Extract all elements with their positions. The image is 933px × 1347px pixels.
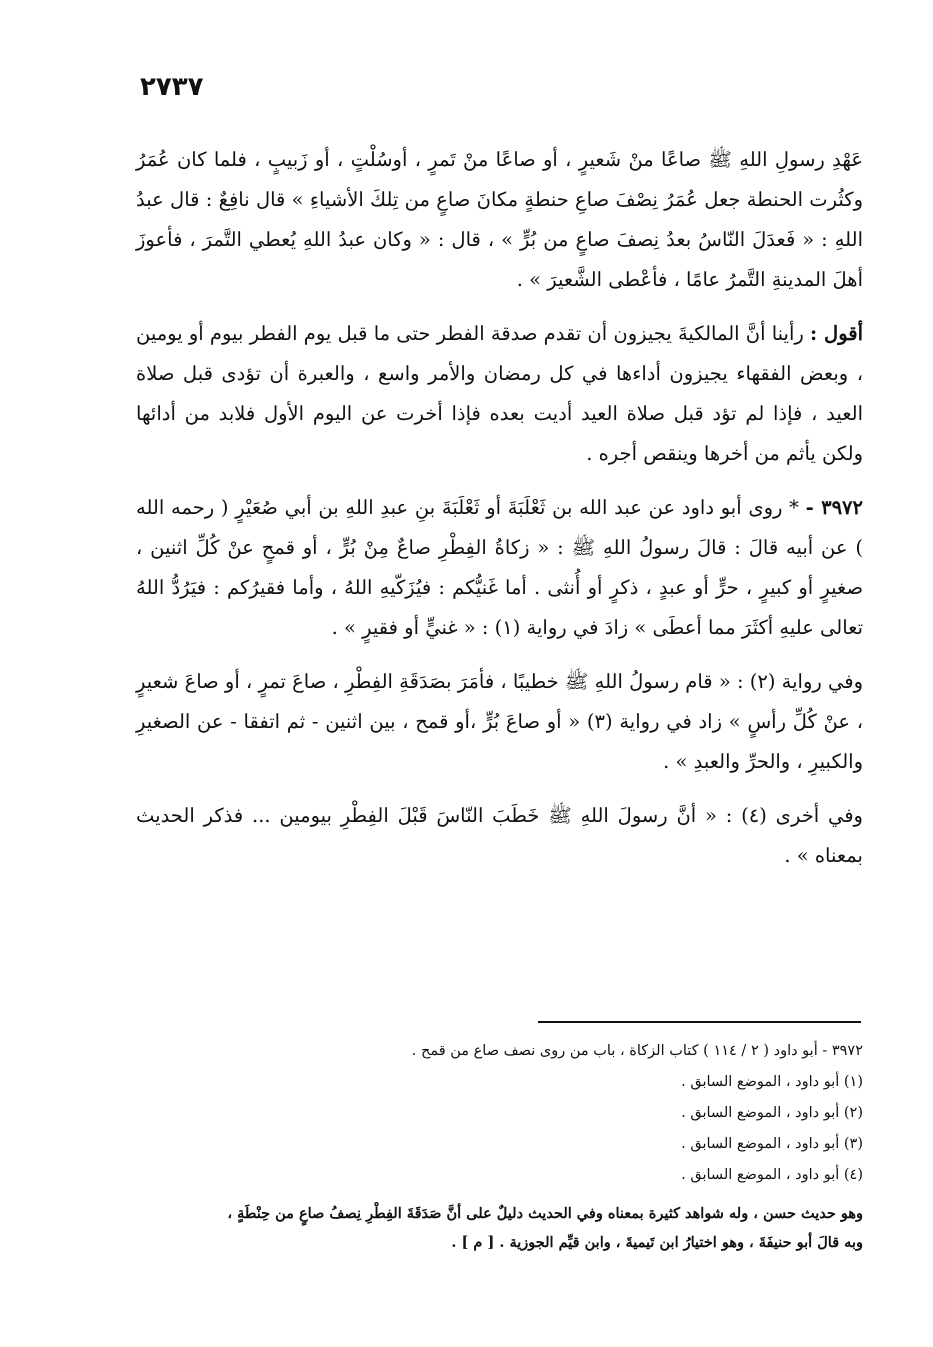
footnote-item: (٣) أبو داود ، الموضع السابق . [681,1136,863,1152]
paragraph-narration-4 [136,796,863,876]
hadith-number: ٣٩٧٢ - [805,496,863,519]
paragraph-commentary [136,314,863,474]
page-number: ٢٧٣٧ [140,72,204,102]
main-text [136,140,863,876]
paragraph-lead: أقول : [810,322,864,345]
editor-note-line: وبه قالَ أبو حنيفَةَ ، وهو اختيارُ ابن تَيميةَ ، وابن قيِّم الجوزية . [ م ] . [451,1234,863,1251]
paragraph-text: عَهْدِ رسولِ اللهِ ﷺ صاعًا منْ شَعيرٍ ، أو صاعًا منْ تَمرٍ ، أوسُلْتٍ ، أو زَبيبٍ ، فلما كان عُمَرُ وكثُرت الحنطة جعل عُمَرُ نِصْفَ صاعِ حنطةٍ مكانَ صاعٍ من تِلكَ الأشياءِ » قال نافِعٌ : قال عبدُ اللهِ : « فَعدَلَ النّاسُ بعدُ نِصفَ صاعٍ من بُرٍّ » ، قال : « وكان عبدُ اللهِ يُعطي التَّمرَ ، فأعوزَ أهلَ المدينةِ التَّمرُ عامًا ، فأعْطى الشَّعيرَ » . [136,148,863,291]
paragraph-text: وفي أخرى (٤) : « أنَّ رسولَ اللهِ ﷺ خَطَبَ النّاسَ قَبْلَ الفِطْرِ بيومين ... فذكر الحديث بمعناه » . [136,804,863,867]
paragraph-text: * روى أبو داود عن عبد الله بن ثَعْلَبَةَ أو ثَعْلَبَةَ بنِ عبدِ اللهِ بن أبي صُعَيْرٍ ( رحمه الله ) عن أبيه قالَ : قالَ رسولُ اللهِ ﷺ : « زكاةُ الفِطْرِ صاعٌ مِنْ بُرٍّ ، أو قمحٍ عنْ كُلِّ اثنين ، صغيرٍ أو كبيرٍ ، حرٍّ أو عبدٍ ، ذكرٍ أو أُنثى . أما غَنيُّكم : فيُزَكّيهِ اللهُ ، وأما فقيرُكم : فيَرُدُّ اللهُ تعالى عليهِ أكثَرَ مما أعطَى » زادَ في رواية (١) : « غنيٍّ أو فقيرٍ » . [136,496,863,639]
footnotes [136,1036,863,1257]
footnote-item: (٢) أبو داود ، الموضع السابق . [681,1105,863,1121]
editor-note [136,1199,863,1257]
paragraph-hadith-3972 [136,488,863,648]
paragraph-hadith-continuation [136,140,863,300]
paragraph-text: وفي رواية (٢) : « قام رسولُ اللهِ ﷺ خطيبًا ، فأمَرَ بصَدَقَةِ الفِطْرِ ، صاعَ تمرٍ ، أو صاعَ شعيرٍ ، عنْ كُلِّ رأسٍ » زاد في رواية (٣) « أو صاعَ بُرٍّ ،أو قمح ، بين اثنين - ثم اتفقا - عن الصغيرِ والكبيرِ ، والحرِّ والعبدِ » . [136,670,863,773]
footnote-divider [538,1021,861,1023]
paragraph-narration-2 [136,662,863,782]
footnote-item: (٤) أبو داود ، الموضع السابق . [681,1167,863,1183]
paragraph-text: رأينا أنَّ المالكيةَ يجيزون أن تقدم صدقة الفطر حتى ما قبل يوم الفطر بيوم أو يومين ، وبعض الفقهاء يجيزون أداءها في كل رمضان والأمر واسع ، والعبرة أن تؤدى قبل صلاة العيد ، فإذا لم تؤد قبل صلاة العيد أديت بعده فإذا أخرت عن اليوم الأول فلابد من أدائها ولكن يأثم من أخرها وينقص أجره . [136,322,863,465]
editor-note-line: وهو حديث حسن ، وله شواهد كثيرة بمعناه وفي الحديث دليلٌ على أنَّ صَدَقَةَ الفِطْرِ نِصفُ صاعٍ من حِنْطَةٍ ، [227,1205,863,1222]
footnote-item: ٣٩٧٢ - أبو داود ( ٢ / ١١٤ ) كتاب الزكاة ، باب من روى نصف صاع من قمح . [411,1043,863,1059]
footnote-item: (١) أبو داود ، الموضع السابق . [681,1074,863,1090]
